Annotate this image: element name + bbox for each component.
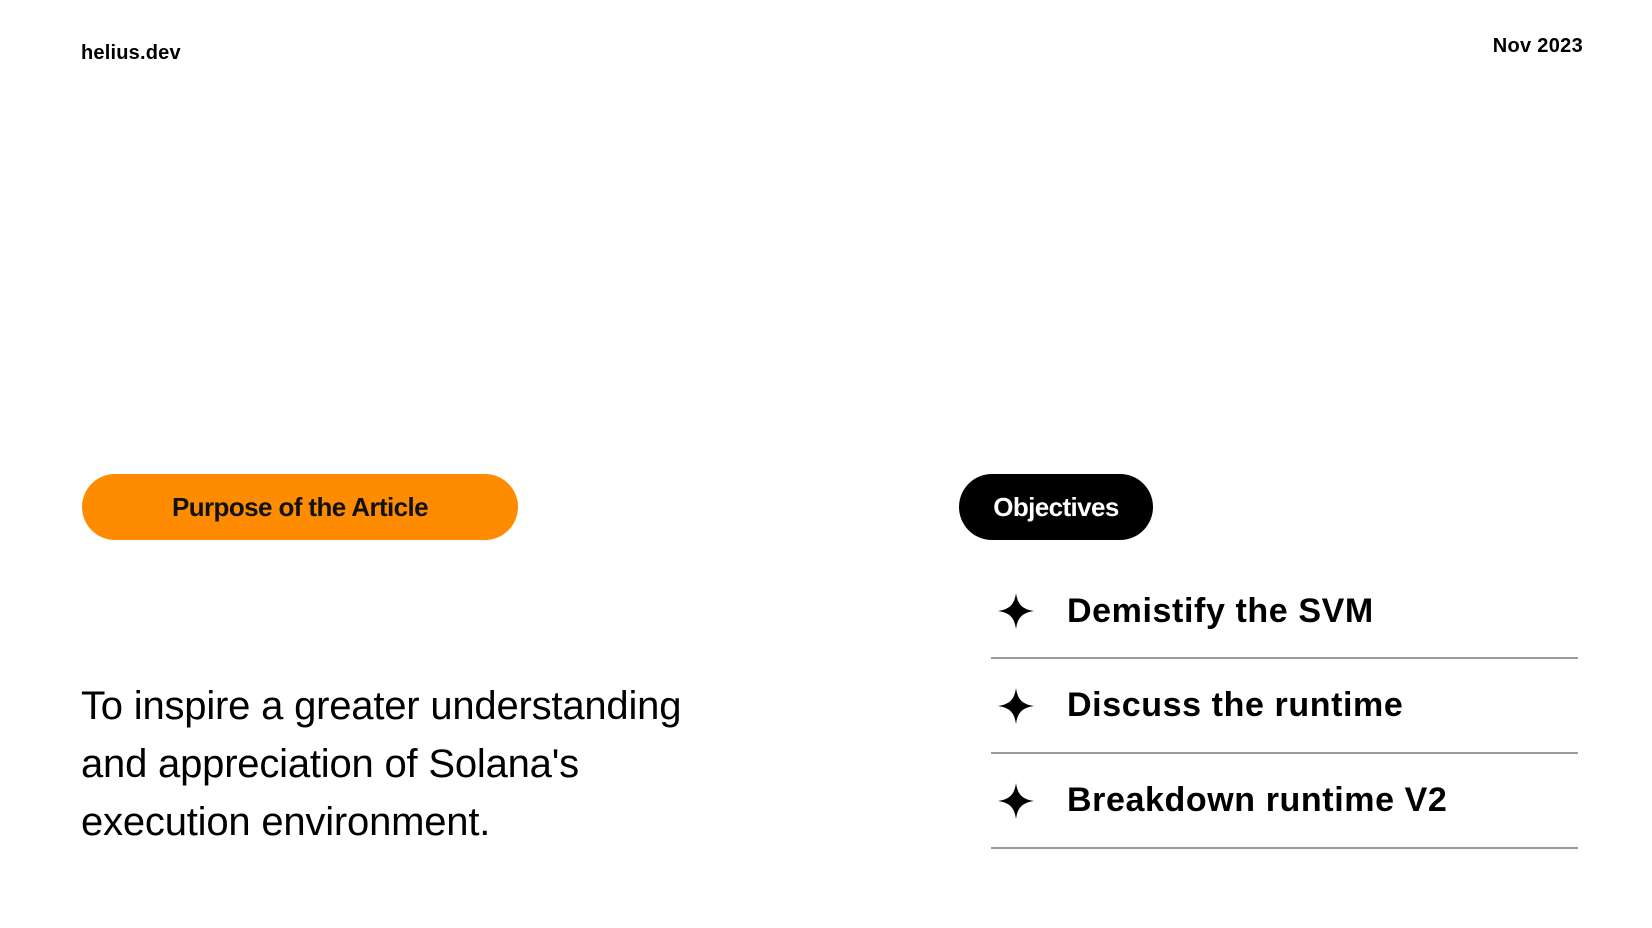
objective-item [991,659,1578,754]
publication-date: Nov 2023 [1492,35,1583,57]
objective-item [991,565,1578,659]
site-brand: helius.dev [81,42,181,64]
purpose-badge-label: Purpose of the Article [172,491,428,522]
purpose-line: To inspire a greater understanding [81,684,682,728]
purpose-statement [81,677,801,851]
purpose-line: execution environment. [81,800,491,844]
sparkle-star-icon [998,593,1034,629]
objective-item [991,754,1578,849]
objectives-badge-label: Objectives [993,491,1119,522]
sparkle-star-icon [998,688,1034,724]
objective-label: Breakdown runtime V2 [1067,781,1448,819]
objective-label: Discuss the runtime [1067,686,1404,724]
objective-label: Demistify the SVM [1067,591,1374,630]
sparkle-star-icon [998,783,1034,819]
objectives-badge [959,474,1153,540]
purpose-badge [82,474,518,540]
objectives-list [991,565,1578,849]
purpose-line: and appreciation of Solana's [81,742,579,786]
